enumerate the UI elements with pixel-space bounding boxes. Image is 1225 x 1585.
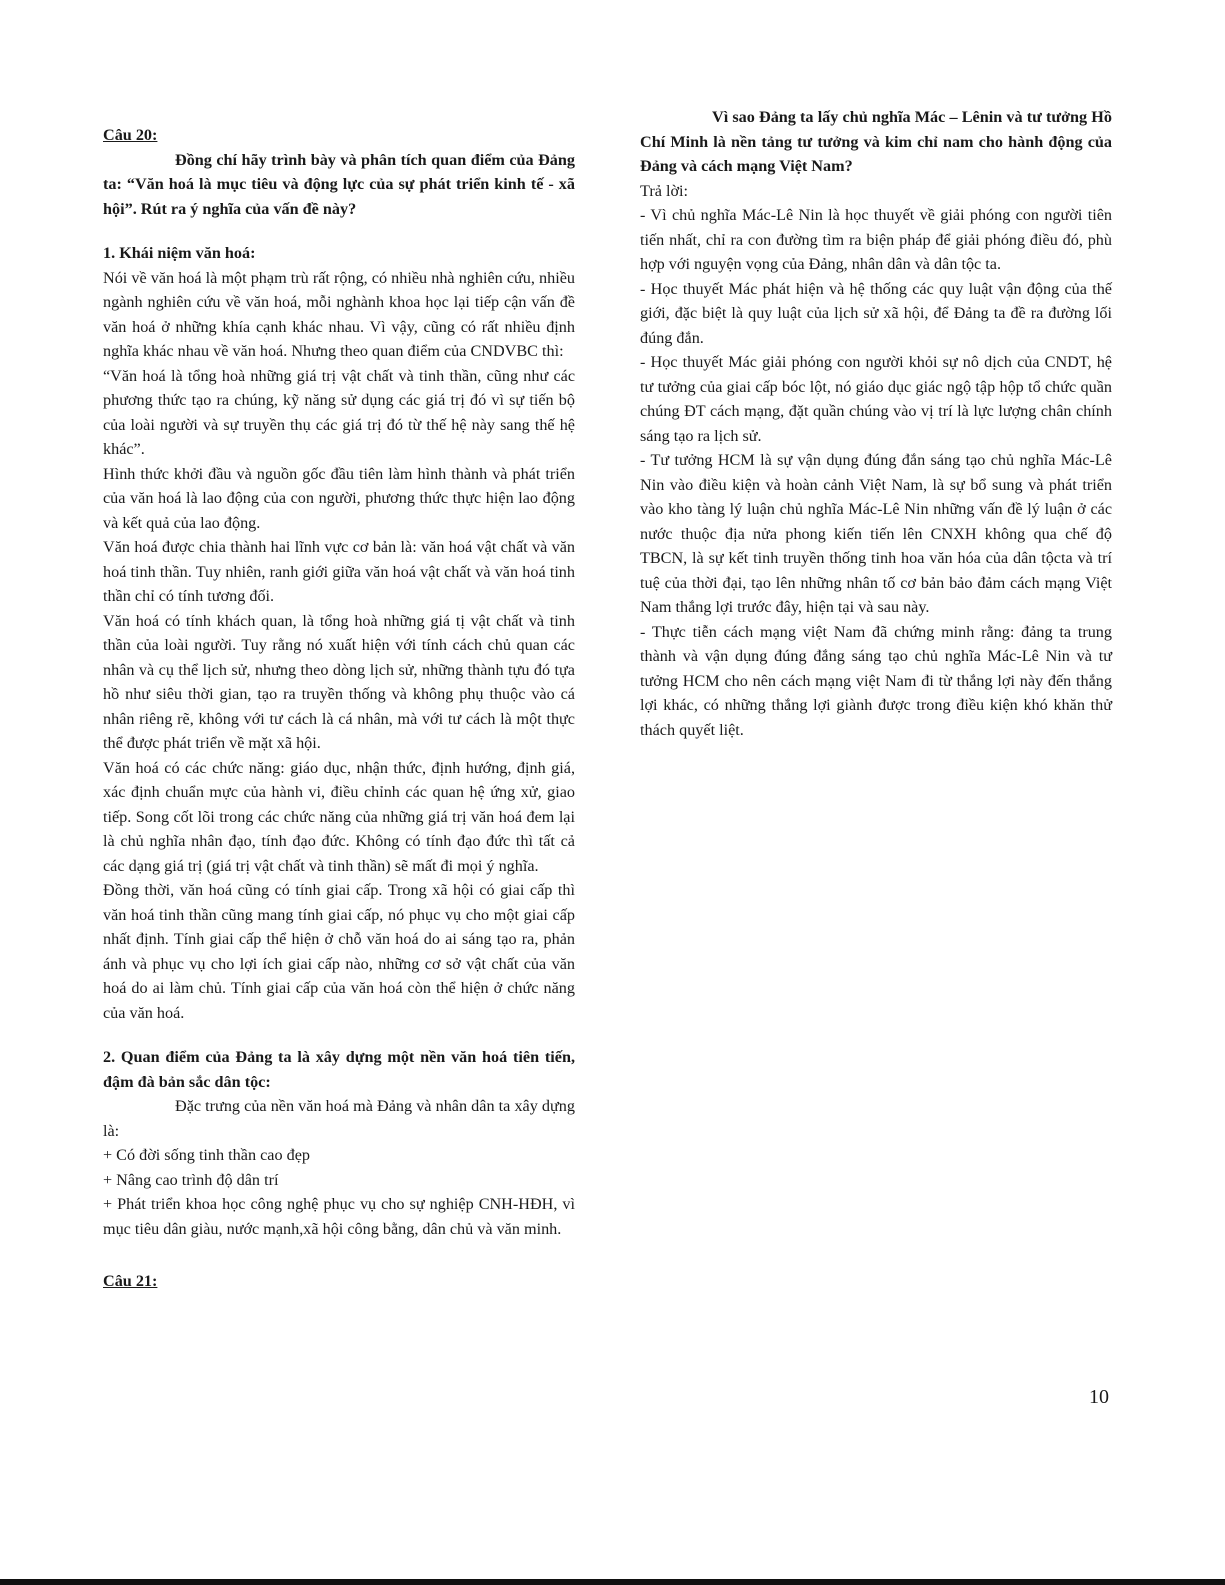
paragraph: Văn hoá được chia thành hai lĩnh vực cơ bản là: văn hoá vật chất và văn hoá tinh thần. Tuy nhiên, ranh giới giữa văn hoá vật chất và văn hoá tinh thần chỉ có tính tương đối.: [103, 538, 575, 605]
answer-point: - Vì chủ nghĩa Mác-Lê Nin là học thuyết về giải phóng con người tiên tiến nhất, chỉ ra con đường tìm ra biện pháp để giải phóng điều đó, phù hợp với nguyện vọng của Đảng, nhân dân và dân tộc ta.: [640, 206, 1112, 273]
answer-point: - Thực tiễn cách mạng việt Nam đã chứng minh rằng: đảng ta trung thành và vận dụng đúng đắng sáng tạo chủ nghĩa Mác-Lê Nin và tư tưởng HCM cho nên cách mạng việt Nam đi từ thắng lợi này đến thắng lợi khác, có những thắng lợi giành được trong điều kiện khó khăn thử thách quyết liệt.: [640, 622, 1112, 739]
paragraph: Hình thức khởi đầu và nguồn gốc đầu tiên làm hình thành và phát triển của văn hoá là lao động của con người, phương thức thực hiện lao động và kết quả của lao động.: [103, 464, 575, 532]
section-1-heading: 1. Khái niệm văn hoá:: [103, 244, 256, 262]
answer-label: Trả lời:: [640, 181, 688, 200]
answer-point: - Học thuyết Mác giải phóng con người khỏi sự nô dịch của CNDT, hệ tư tưởng của giai cấp bóc lột, nó giáo dục giác ngộ tập hộp tổ chức quần chúng ĐT cách mạng, đặt quần chúng vào vị trí là lực lượng chân chính sáng tạo ra lịch sử.: [640, 353, 1112, 445]
bullet-item: + Có đời sống tinh thần cao đẹp: [103, 1146, 310, 1164]
paragraph: Văn hoá có tính khách quan, là tổng hoà những giá tị vật chất và tinh thần của loài người. Tuy rằng nó xuất hiện với tính cách chủ quan các nhân và cụ thể lịch sử, nhưng theo dòng lịch sử, những thành tựu đó tựa hồ như siêu thời gian, tạo ra truyền thống và không phụ thuộc vào cá nhân riêng rẽ, không với tư cách là cá nhân, mà với tư cách là một thực thể được phát triển về mặt xã hội.: [103, 611, 575, 752]
page-number: 10: [1089, 1386, 1109, 1408]
left-column: [103, 105, 575, 1294]
answer-point: - Tư tưởng HCM là sự vận dụng đúng đắn sáng tạo chủ nghĩa Mác-Lê Nin vào điều kiện và hoàn cảnh Việt Nam, là sự bổ sung và phát triển vào kho tàng lý luận chủ nghĩa Mác-Lê Nin những vấn đề lý luận ở các nước thuộc địa nửa phong kiến tiến lên CNXH không qua chế độ TBCN, là sự kết tinh truyền thống tinh hoa văn hóa của dân tộcta và trí tuệ của thời đại, tạo lên những nhân tố cơ bản bảo đảm cách mạng Việt Nam thắng lợi trước đây, hiện tại và sau này.: [640, 451, 1112, 616]
bullet-item: + Phát triển khoa học công nghệ phục vụ cho sự nghiệp CNH-HĐH, vì mục tiêu dân giàu, nước mạnh,xã hội công bằng, dân chủ và văn minh.: [103, 1195, 575, 1238]
question-20-text: Đồng chí hãy trình bày và phân tích quan điểm của Đảng ta: “Văn hoá là mục tiêu và động lực của sự phát triển kinh tế - xã hội”. Rút ra ý nghĩa của vấn đề này?: [103, 150, 575, 218]
paragraph: Đồng thời, văn hoá cũng có tính giai cấp. Trong xã hội có giai cấp thì văn hoá tinh thần cũng mang tính giai cấp, nó phục vụ cho một giai cấp nhất định. Tính giai cấp thể hiện ở chỗ văn hoá do ai sáng tạo ra, phản ánh và phục vụ cho lợi ích giai cấp nào, những cơ sở vật chất của văn hoá do ai làm chủ. Tính giai cấp của văn hoá còn thể hiện ở chức năng của văn hoá.: [103, 881, 575, 1022]
answer-point: - Học thuyết Mác phát hiện và hệ thống các quy luật vận động của thế giới, đặc biệt là quy luật của lịch sử xã hội, để Đảng ta đề ra đường lối đúng đắn.: [640, 279, 1112, 347]
question-21-label: Câu 21:: [103, 1272, 158, 1290]
bullet-item: + Nâng cao trình độ dân trí: [103, 1170, 279, 1189]
right-column: [640, 105, 1112, 742]
section-2-heading: 2. Quan điểm của Đảng ta là xây dựng một nền văn hoá tiên tiến, đậm đà bản sắc dân tộc:: [103, 1048, 575, 1091]
question-20-label: Câu 20:: [103, 126, 158, 144]
paragraph: Văn hoá có các chức năng: giáo dục, nhận thức, định hướng, định giá, xác định chuẩn mực của hành vi, điều chỉnh các quan hệ ứng xử, giao tiếp. Song cốt lõi trong các chức năng của những giá trị văn hoá đem lại là chủ nghĩa nhân đạo, tính đạo đức. Không có tính đạo đức thì tất cả các dạng giá trị (giá trị vật chất và tinh thần) sẽ mất đi mọi ý nghĩa.: [103, 758, 575, 875]
bottom-border: [0, 1579, 1225, 1585]
paragraph: Nói về văn hoá là một phạm trù rất rộng, có nhiều nhà nghiên cứu, nhiều ngành nghiên cứu về văn hoá, mỗi nghành khoa học lại tiếp cận vấn đề văn hoá ở những khía cạnh khác nhau. Vì vậy, cũng có rất nhiều định nghĩa khác nhau về văn hoá. Nhưng theo quan điểm của CNDVBC thì:: [103, 268, 575, 360]
question-21-text: Vì sao Đảng ta lấy chủ nghĩa Mác – Lênin và tư tưởng Hồ Chí Minh là nền tảng tư tưởng và kim chỉ nam cho hành động của Đảng và cách mạng Việt Nam?: [640, 108, 1112, 175]
paragraph: Đặc trưng của nền văn hoá mà Đảng và nhân dân ta xây dựng là:: [103, 1097, 575, 1140]
quote-definition: “Văn hoá là tổng hoà những giá trị vật chất và tinh thần, cũng như các phương thức tạo ra chúng, kỹ năng sử dụng các giá trị đó vì sự tiến bộ của loài người và sự truyền thụ các giá trị đó từ thế hệ này sang thế hệ khác”.: [103, 366, 575, 458]
